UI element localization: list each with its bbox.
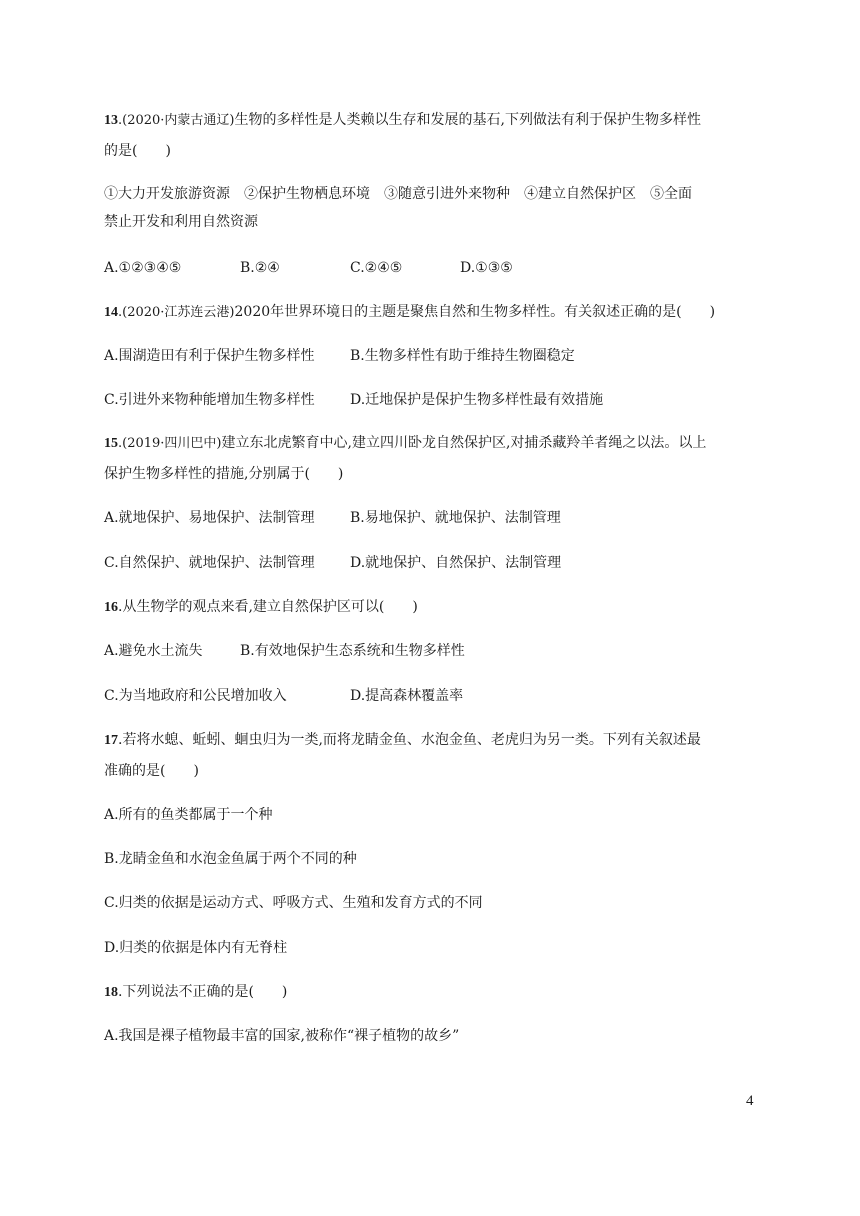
question-17-stem [104,730,701,751]
question-source: .(2020·内蒙古通辽) [118,113,235,128]
option-c[interactable]: C.自然保护、就地保护、法制管理 [104,555,315,571]
option-d[interactable]: D.提高森林覆盖率 [350,688,464,704]
option-c[interactable]: C.归类的依据是运动方式、呼吸方式、生殖和发育方式的不同 [104,895,483,911]
option-b[interactable]: B.龙睛金鱼和水泡金鱼属于两个不同的种 [104,851,357,867]
option-a[interactable]: A.所有的鱼类都属于一个种 [104,807,273,823]
option-a[interactable]: A.避免水土流失 [104,643,203,659]
question-text: .若将水螅、蚯蚓、蛔虫归为一类,而将龙睛金鱼、水泡金鱼、老虎归为另一类。下列有关叙述最 [118,732,701,748]
question-13-stem [104,110,701,131]
question-number: 16 [104,600,118,615]
option-a[interactable]: A.围湖造田有利于保护生物多样性 [104,348,315,364]
question-number: 13 [104,113,118,128]
option-a[interactable]: A.①②③④⑤ [104,260,182,276]
question-14-stem [104,302,715,323]
question-text: .从生物学的观点来看,建立自然保护区可以( ) [118,599,418,615]
page-number: 4 [746,1093,754,1109]
option-d[interactable]: D.迁地保护是保护生物多样性最有效措施 [350,392,604,408]
question-18-stem [104,982,287,1003]
option-b[interactable]: B.易地保护、就地保护、法制管理 [350,510,561,526]
question-source: .(2019·四川巴中) [118,436,222,451]
option-d[interactable]: D.①③⑤ [460,260,513,276]
option-d[interactable]: D.归类的依据是体内有无脊柱 [104,940,288,956]
question-13-stem-cont: 的是( ) [104,143,171,159]
option-c[interactable]: C.②④⑤ [350,260,403,276]
option-c[interactable]: C.引进外来物种能增加生物多样性 [104,392,315,408]
option-c[interactable]: C.为当地政府和公民增加收入 [104,688,287,704]
question-15-stem [104,433,706,454]
question-13-statements-cont: 禁止开发和利用自然资源 [104,214,258,230]
option-b[interactable]: B.②④ [240,260,280,276]
question-15-stem-cont: 保护生物多样性的措施,分别属于( ) [104,466,344,482]
option-a[interactable]: A.我国是裸子植物最丰富的国家,被称作“裸子植物的故乡” [104,1028,460,1044]
question-13-statements: ①大力开发旅游资源 ②保护生物栖息环境 ③随意引进外来物种 ④建立自然保护区 ⑤全面 [104,186,692,202]
option-d[interactable]: D.就地保护、自然保护、法制管理 [350,555,562,571]
question-number: 18 [104,985,118,1000]
question-17-stem-cont: 准确的是( ) [104,763,199,779]
question-number: 14 [104,305,118,320]
option-b[interactable]: B.有效地保护生态系统和生物多样性 [240,643,465,659]
question-text: 2020年世界环境日的主题是聚焦自然和生物多样性。有关叙述正确的是( ) [234,304,716,320]
question-16-stem [104,597,418,618]
question-text: 建立东北虎繁育中心,建立四川卧龙自然保护区,对捕杀藏羚羊者绳之以法。以上 [221,435,707,451]
question-number: 17 [104,733,118,748]
question-source: .(2020·江苏连云港) [118,305,235,320]
option-b[interactable]: B.生物多样性有助于维持生物圈稳定 [350,348,575,364]
option-a[interactable]: A.就地保护、易地保护、法制管理 [104,510,315,526]
question-number: 15 [104,436,118,451]
question-text: .下列说法不正确的是( ) [118,984,288,1000]
question-text: 生物的多样性是人类赖以生存和发展的基石,下列做法有利于保护生物多样性 [234,112,701,128]
